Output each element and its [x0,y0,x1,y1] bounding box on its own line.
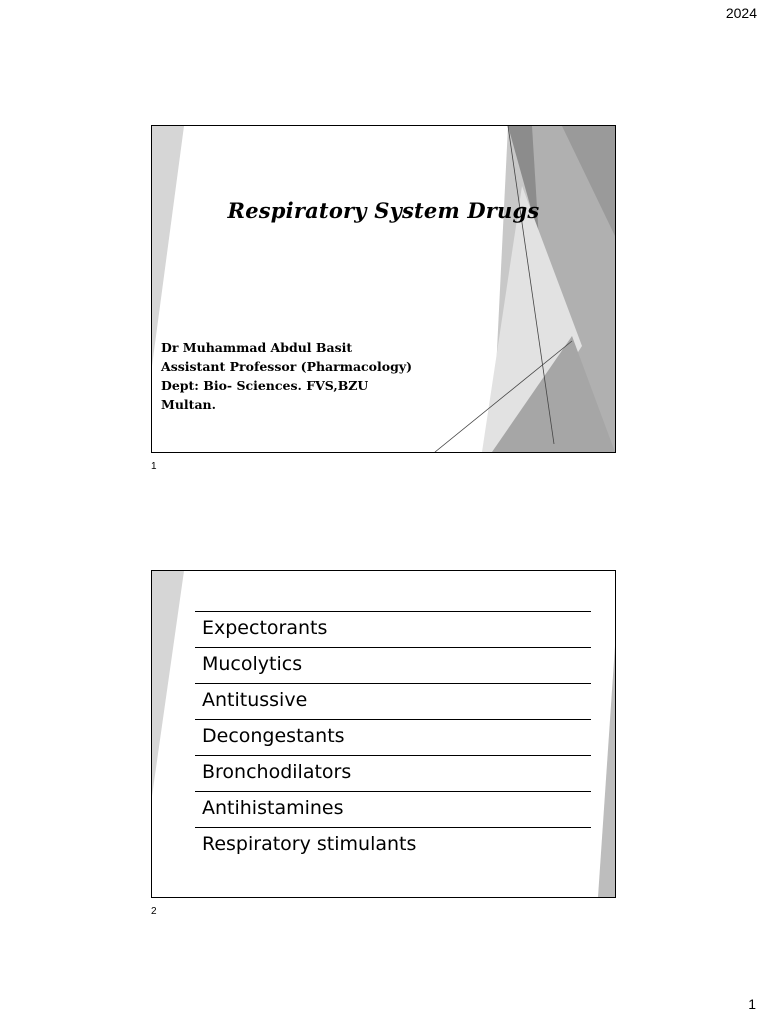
author-line: Multan. [161,397,216,412]
drug-category-list [195,611,591,863]
author-line: Dr Muhammad Abdul Basit [161,340,353,355]
list-item: Decongestants [195,719,591,755]
slide-1-title: Respiratory System Drugs [227,198,540,223]
list-item: Mucolytics [195,647,591,683]
list-item: Respiratory stimulants [195,827,591,863]
author-line: Dept: Bio- Sciences. FVS,BZU [161,378,369,393]
list-item: Bronchodilators [195,755,591,791]
author-block [161,338,412,414]
author-line: Assistant Professor (Pharmacology) [161,359,413,374]
page-number: 1 [748,996,756,1012]
list-item: Expectorants [195,611,591,647]
year-header: 2024 [725,5,757,21]
list-item: Antitussive [195,683,591,719]
list-item: Antihistamines [195,791,591,827]
slide-1-number: 1 [151,461,157,472]
slide-2 [151,570,616,898]
slide-2-number: 2 [151,906,157,917]
slide-1 [151,125,616,453]
